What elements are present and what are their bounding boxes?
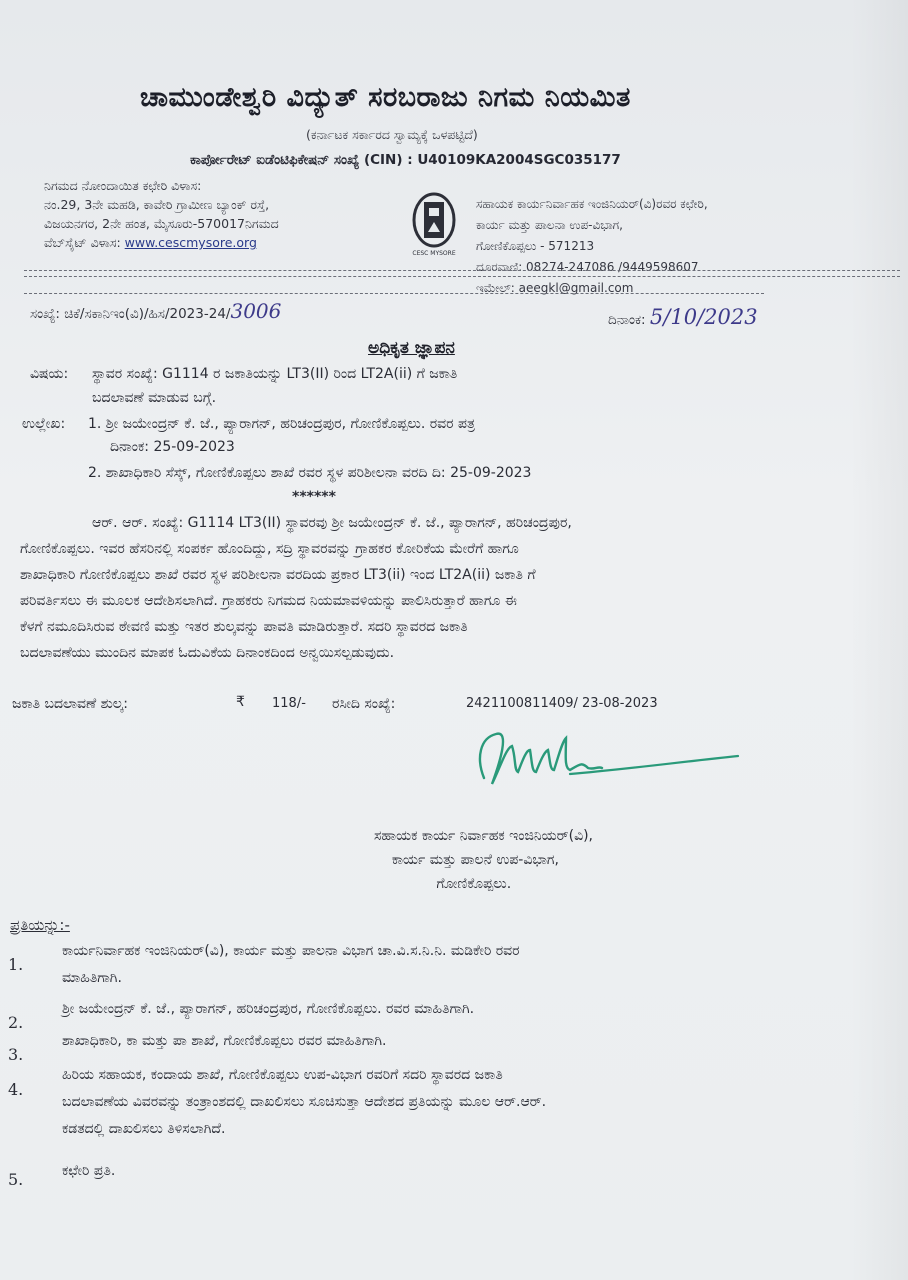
address-line: ಗೋಣಿಕೊಪ್ಪಲು - 571213 — [476, 239, 595, 253]
date-label: ದಿನಾಂಕ: — [608, 312, 646, 328]
copy-item: ಕಛೇರಿ ಪ್ರತಿ. — [62, 1163, 116, 1179]
subject-line: ಸ್ಥಾವರ ಸಂಖ್ಯೆ: G1114 ರ ಜಕಾತಿಯನ್ನು LT3(II) ರಿಂದ LT2A(ii) ಗೆ ಜಕಾತಿ — [92, 366, 458, 382]
reference-label: ಉಲ್ಲೇಖ: — [22, 416, 66, 432]
website-link[interactable]: www.cescmysore.org — [124, 235, 257, 250]
body-line: ಆರ್. ಆರ್. ಸಂಖ್ಯೆ: G1114 LT3(II) ಸ್ಥಾವರವು ಶ್ರೀ ಜಯೇಂದ್ರನ್ ಕೆ. ಜೆ., ಪ್ಯಾರಾಗನ್, ಹರಿಚಂದ್ರಪುರ, — [92, 515, 572, 531]
email-line: ಇಮೇಲ್: aeegkl@gmail.com — [476, 281, 634, 295]
copy-line: ಮಾಹಿತಿಗಾಗಿ. — [62, 970, 122, 986]
body-line: ಬದಲಾವಣೆಯು ಮುಂದಿನ ಮಾಪಕ ಓದುವಿಕೆಯ ದಿನಾಂಕದಿಂದ ಅನ್ವಯಿಸಲ್ಪಡುವುದು. — [20, 645, 395, 661]
header-divider — [24, 276, 900, 277]
body-line: ಕೆಳಗೆ ನಮೂದಿಸಿರುವ ಠೇವಣಿ ಮತ್ತು ಇತರ ಶುಲ್ಕವನ್ನು ಪಾವತಿ ಮಾಡಿರುತ್ತಾರೆ. ಸದರಿ ಸ್ಥಾವರದ ಜಕಾತಿ — [20, 619, 468, 635]
header-divider — [24, 293, 764, 294]
copy-line: ಕಡತದಲ್ಲಿ ದಾಖಲಿಸಲು ತಿಳಿಸಲಾಗಿದೆ. — [62, 1121, 226, 1137]
copy-number: 2. — [8, 1013, 24, 1032]
address-line: ನಂ.29, 3ನೇ ಮಹಡಿ, ಕಾವೇರಿ ಗ್ರಾಮೀಣ ಬ್ಯಾಂಕ್ ರಸ್ತೆ, — [44, 197, 270, 212]
fee-amount: 118/- — [272, 696, 306, 711]
section-separator: ****** — [292, 489, 336, 505]
body-line: ಗೋಣಿಕೊಪ್ಪಲು. ಇವರ ಹೆಸರಿನಲ್ಲಿ ಸಂಪರ್ಕ ಹೊಂದಿದ್ದು, ಸದ್ರಿ ಸ್ಥಾವರವನ್ನು ಗ್ರಾಹಕರ ಕೋರಿಕೆಯ ಮೇರೆಗೆ ಹಾಗೂ — [20, 541, 519, 557]
subject-label: ವಿಷಯ: — [30, 366, 69, 382]
copy-number: 4. — [8, 1080, 24, 1099]
handwritten-date: 5/10/2023 — [649, 305, 758, 329]
copy-item: ಶಾಖಾಧಿಕಾರಿ, ಕಾ ಮತ್ತು ಪಾ ಶಾಖೆ, ಗೋಣಿಕೊಪ್ಪಲು ರವರ ಮಾಹಿತಿಗಾಗಿ. — [62, 1033, 387, 1049]
website-label: ವೆಬ್‌ಸೈಟ್ ವಿಳಾಸ: — [44, 235, 121, 250]
copy-number: 5. — [8, 1170, 24, 1189]
copy-line: ಕಾರ್ಯನಿರ್ವಾಹಕ ಇಂಜಿನಿಯರ್(ವಿ), ಕಾರ್ಯ ಮತ್ತು ಪಾಲನಾ ವಿಭಾಗ ಚಾ.ವಿ.ಸ.ನಿ.ನಿ. ಮಡಿಕೇರಿ ರವರ — [62, 943, 520, 959]
rupee-symbol: ₹ — [236, 694, 245, 710]
issue-date — [608, 305, 758, 329]
cesc-logo — [410, 188, 458, 258]
address-line: ಸಹಾಯಕ ಕಾರ್ಯನಿರ್ವಾಹಕ ಇಂಜಿನಿಯರ್(ವಿ)ರವರ ಕಛೇರಿ, — [476, 197, 708, 211]
body-line: ಶಾಖಾಧಿಕಾರಿ ಗೋಣಿಕೊಪ್ಪಲು ಶಾಖೆ ರವರ ಸ್ಥಳ ಪರಿಶೀಲನಾ ವರದಿಯ ಪ್ರಕಾರ LT3(ii) ಇಂದ LT2A(ii) ಜಕಾತಿ ಗೆ — [20, 567, 536, 583]
body-line: ಪರಿವರ್ತಿಸಲು ಈ ಮೂಲಕ ಆದೇಶಿಸಲಾಗಿದೆ. ಗ್ರಾಹಕರು ನಿಗಮದ ನಿಯಮಾವಳಿಯನ್ನು ಪಾಲಿಸಿರುತ್ತಾರೆ ಹಾಗೂ ಈ — [20, 593, 517, 609]
reference-item-date: ದಿನಾಂಕ: 25-09-2023 — [110, 439, 235, 455]
handwritten-ref-number: 3006 — [230, 299, 282, 323]
address-line: ಕಾರ್ಯ ಮತ್ತು ಪಾಲನಾ ಉಪ-ವಿಭಾಗ, — [476, 218, 623, 232]
copy-line: ಹಿರಿಯ ಸಹಾಯಕ, ಕಂದಾಯ ಶಾಖೆ, ಗೋಣಿಕೊಪ್ಪಲು ಉಪ-ವಿಭಾಗ ರವರಿಗೆ ಸದರಿ ಸ್ಥಾವರದ ಜಕಾತಿ — [62, 1067, 503, 1083]
registered-office-address — [44, 176, 279, 252]
copy-number: 3. — [8, 1045, 24, 1064]
reference-label: ಸಂಖ್ಯೆ: ಚಿಕೆ/ಸಕಾನಿಇಂ(ವಿ)/ಹಿಸ/2023-24/ — [30, 306, 231, 322]
reference-item: 1. ಶ್ರೀ ಜಯೇಂದ್ರನ್ ಕೆ. ಜೆ., ಪ್ಯಾರಾಗನ್, ಹರಿಚಂದ್ರಪುರ, ಗೋಣಿಕೊಪ್ಪಲು. ರವರ ಪತ್ರ — [88, 416, 476, 432]
fee-label: ಜಕಾತಿ ಬದಲಾವಣೆ ಶುಲ್ಕ: — [12, 696, 128, 712]
phone-line: ದೂರವಾಣಿ: 08274-247086 /9449598607 — [476, 260, 699, 274]
address-line: ನಿಗಮದ ನೋಂದಾಯಿತ ಕಛೇರಿ ವಿಳಾಸ: — [44, 178, 202, 193]
copy-item — [62, 1062, 546, 1143]
cin-line: ಕಾರ್ಪೋರೇಟ್ ಐಡೆಂಟಿಫಿಕೇಷನ್ ಸಂಖ್ಯೆ (CIN) : U40109KA2004SGC035177 — [190, 152, 621, 168]
organization-title: ಚಾಮುಂಡೇಶ್ವರಿ ವಿದ್ಯುತ್ ಸರಬರಾಜು ನಿಗಮ ನಿಯಮಿತ — [140, 82, 631, 113]
receipt-number: 2421100811409/ 23-08-2023 — [466, 696, 658, 711]
copies-heading: ಪ್ರತಿಯನ್ನು:- — [10, 916, 70, 934]
receipt-label: ರಸೀದಿ ಸಂಖ್ಯೆ: — [332, 696, 396, 712]
signatory-office: ಕಾರ್ಯ ಮತ್ತು ಪಾಲನೆ ಉಪ-ವಿಭಾಗ, — [391, 852, 559, 868]
signatory-designation: ಸಹಾಯಕ ಕಾರ್ಯ ನಿರ್ವಾಹಕ ಇಂಜಿನಿಯರ್(ವಿ), — [374, 828, 594, 844]
subject-line: ಬದಲಾವಣೆ ಮಾಡುವ ಬಗ್ಗೆ. — [92, 390, 217, 406]
signatory-block — [374, 824, 593, 896]
sub-division-address — [476, 194, 708, 299]
page-edge-shadow — [850, 0, 908, 1280]
address-line: ವಿಜಯನಗರ, 2ನೇ ಹಂತ, ಮೈಸೂರು-570017ನಿಗಮದ — [44, 216, 279, 231]
copy-number: 1. — [8, 955, 24, 974]
copy-item — [62, 938, 520, 992]
signature — [470, 718, 750, 812]
copy-item: ಶ್ರೀ ಜಯೇಂದ್ರನ್ ಕೆ. ಜೆ., ಪ್ಯಾರಾಗನ್, ಹರಿಚಂದ್ರಪುರ, ಗೋಣಿಕೊಪ್ಪಲು. ರವರ ಮಾಹಿತಿಗಾಗಿ. — [62, 1001, 475, 1017]
organization-subtitle: (ಕರ್ನಾಟಕ ಸರ್ಕಾರದ ಸ್ವಾಮ್ಯಕ್ಕೆ ಒಳಪಟ್ಟಿದೆ) — [306, 127, 478, 142]
header-divider — [24, 270, 900, 271]
signatory-place: ಗೋಣಿಕೊಪ್ಪಲು. — [436, 876, 512, 892]
memo-heading: ಅಧಿಕೃತ ಜ್ಞಾಪನ — [368, 338, 455, 358]
copy-line: ಬದಲಾವಣೆಯ ವಿವರವನ್ನು ತಂತ್ರಾಂಶದಲ್ಲಿ ದಾಖಲಿಸಲು ಸೂಚಿಸುತ್ತಾ ಆದೇಶದ ಪ್ರತಿಯನ್ನು ಮೂಲ ಆರ್.ಆರ್. — [62, 1094, 547, 1110]
reference-number — [30, 299, 281, 323]
reference-item: 2. ಶಾಖಾಧಿಕಾರಿ ಸೆಸ್ಕ್, ಗೋಣಿಕೊಪ್ಪಲು ಶಾಖೆ ರವರ ಸ್ಥಳ ಪರಿಶೀಲನಾ ವರದಿ ದಿ: 25-09-2023 — [88, 465, 532, 481]
logo-text: CESC MYSORE — [412, 250, 456, 257]
